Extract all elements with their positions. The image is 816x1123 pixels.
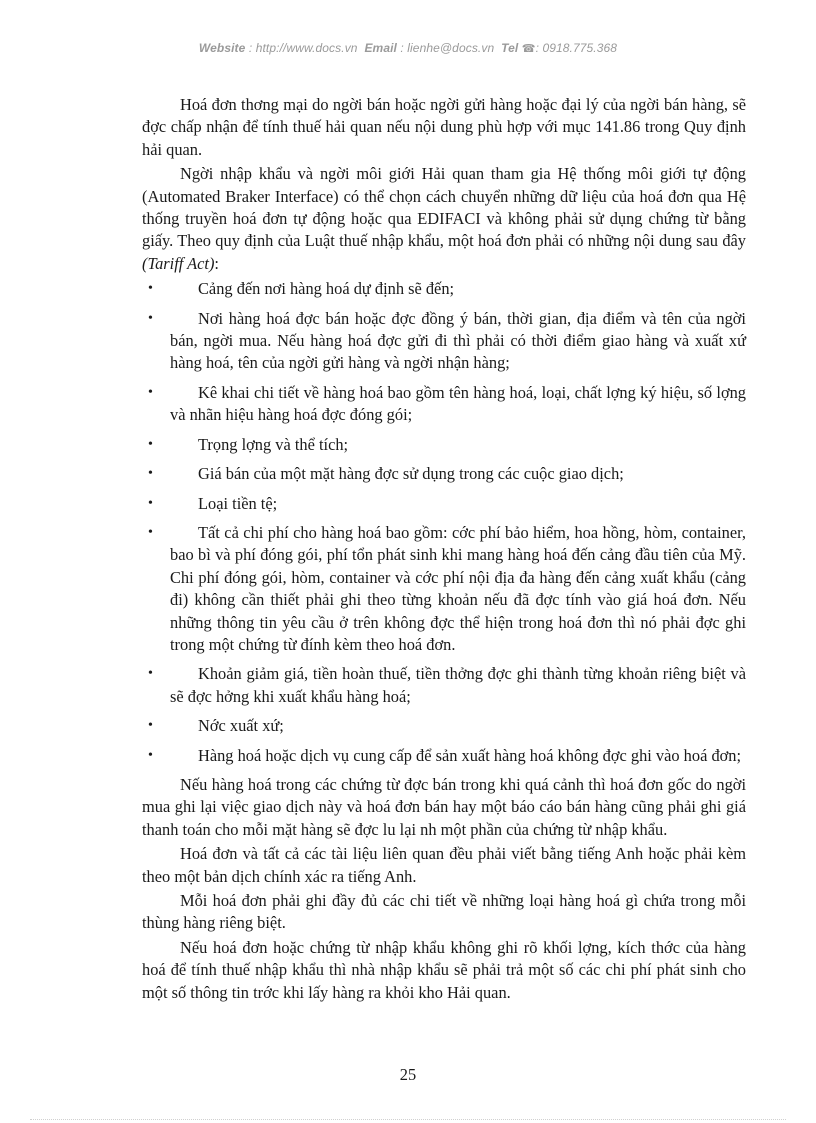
bullet-icon: • xyxy=(148,436,153,452)
website-url: : http://www.docs.vn xyxy=(248,41,358,55)
list-item-text: Cảng đến nơi hàng hoá dự định sẽ đến; xyxy=(198,279,455,299)
paragraph-transit-sale: Nếu hàng hoá trong các chứng từ đợc bán trong khi quá cảnh thì hoá đơn gốc do ngời mua ghi lại việc giao dịch này và hoá đơn bán hay một báo cáo bán hàng cũng phải ghi giá thanh toán cho mỗi mặt hàng sẽ đợc lu lại nh một phần của chứng từ nhập khẩu. xyxy=(142,774,746,839)
intro-text: Ngời nhập khẩu và ngời môi giới Hải quan tham gia Hệ thống môi giới tự động (Automated Braker Interface) có thể chọn cách chuyển những dữ liệu của hoá đơn qua Hệ thống truyền hoá đơn tự động hoặc qua EDIFACI và không phải sử dụng chứng từ bằng giấy. Theo quy định của Luật thuế nhập khẩu, một hoá đơn phải có những nội dung sau đây xyxy=(142,164,746,251)
list-item xyxy=(142,463,746,485)
list-item-text: Loại tiền tệ; xyxy=(198,493,278,513)
list-item xyxy=(142,382,746,427)
document-body xyxy=(142,94,746,1004)
requirements-list xyxy=(142,278,746,767)
list-item-text: Giá bán của một mặt hàng đợc sử dụng trong các cuộc giao dịch; xyxy=(198,464,624,484)
phone-icon: ☎ xyxy=(521,43,536,55)
list-item xyxy=(142,663,746,708)
list-item-text: Kê khai chi tiết về hàng hoá bao gồm tên hàng hoá, loại, chất lợng ký hiệu, số lợng và nhãn hiệu hàng hoá đợc đóng gói; xyxy=(170,382,746,425)
tel-label: Tel xyxy=(501,41,519,55)
paragraph-package-details: Mỗi hoá đơn phải ghi đầy đủ các chi tiết về những loại hàng hoá gì chứa trong mỗi thùng hàng riêng biệt. xyxy=(142,891,746,933)
bullet-icon: • xyxy=(148,666,153,682)
intro-suffix: : xyxy=(214,253,219,273)
list-item-text: Trọng lợng và thể tích; xyxy=(198,434,349,454)
list-item xyxy=(142,434,746,456)
bullet-icon: • xyxy=(148,718,153,734)
list-item xyxy=(142,308,746,375)
paragraph-intro xyxy=(142,163,746,275)
list-item-text: Tất cả chi phí cho hàng hoá bao gồm: cớc phí bảo hiểm, hoa hồng, hòm, container, bao bì và phí đóng gói, phí tổn phát sinh khi mang hàng hoá đến cảng đầu tiên của Mỹ. Chi phí đóng gói, hòm, container và cớc phí nội địa đa hàng đến cảng xuất khẩu (cảng đi) không cần thiết phải ghi theo từng khoản nếu đã đợc tính vào giá hoá đơn. Nếu những thông tin yêu cầu ở trên không đợc thể hiện trong hoá đơn thì nó phải đợc ghi trong một chứng từ đính kèm theo hoá đơn. xyxy=(170,522,746,654)
page-header xyxy=(0,41,816,55)
list-item xyxy=(142,278,746,300)
list-item xyxy=(142,522,746,656)
paragraph-missing-weight: Nếu hoá đơn hoặc chứng từ nhập khẩu không ghi rõ khối lợng, kích thớc của hàng hoá để tính thuế nhập khẩu thì nhà nhập khẩu sẽ phải trả một số các chi phí phát sinh cho một số thông tin trớc khi lấy hàng ra khỏi kho Hải quan. xyxy=(142,937,746,1002)
bullet-icon: • xyxy=(148,310,153,326)
email-label: Email xyxy=(364,41,397,55)
list-item-text: Hàng hoá hoặc dịch vụ cung cấp để sản xuất hàng hoá không đợc ghi vào hoá đơn; xyxy=(198,745,742,765)
list-item xyxy=(142,493,746,515)
list-item xyxy=(142,715,746,737)
email-address: : lienhe@docs.vn xyxy=(400,41,495,55)
bullet-icon: • xyxy=(148,384,153,400)
page-number: 25 xyxy=(399,1065,417,1084)
list-item-text: Khoản giảm giá, tiền hoàn thuế, tiền thởng đợc ghi thành từng khoản riêng biệt và sẽ đợc hởng khi xuất khẩu hàng hoá; xyxy=(170,664,746,706)
bullet-icon: • xyxy=(148,747,153,763)
tel-number: : 0918.775.368 xyxy=(535,41,618,55)
paragraph-commercial-invoice: Hoá đơn thơng mại do ngời bán hoặc ngời gửi hàng hoặc đại lý của ngời bán hàng, sẽ đợc chấp nhận để tính thuế hải quan nếu nội dung phù hợp với mục 141.86 trong Quy định hải quan. xyxy=(142,95,746,159)
bullet-icon: • xyxy=(148,281,153,297)
bullet-icon: • xyxy=(148,524,153,540)
paragraph-language: Hoá đơn và tất cả các tài liệu liên quan đều phải viết bằng tiếng Anh hoặc phải kèm theo một bản dịch chính xác ra tiếng Anh. xyxy=(142,844,746,886)
list-item-text: Nơi hàng hoá đợc bán hoặc đợc đồng ý bán, thời gian, địa điểm và tên của ngời bán, ngời mua. Nếu hàng hoá đợc gửi đi thì phải có thời điểm giao hàng và xuất xứ hàng hoá, tên của ngời gửi hàng và ngời nhận hàng; xyxy=(170,308,746,373)
footer-divider xyxy=(30,1119,786,1120)
list-item-text: Nớc xuất xứ; xyxy=(198,716,284,736)
bullet-icon: • xyxy=(148,495,153,511)
list-item xyxy=(142,745,746,767)
intro-italic: (Tariff Act) xyxy=(142,253,215,273)
website-label: Website xyxy=(198,41,246,55)
bullet-icon: • xyxy=(148,466,153,482)
